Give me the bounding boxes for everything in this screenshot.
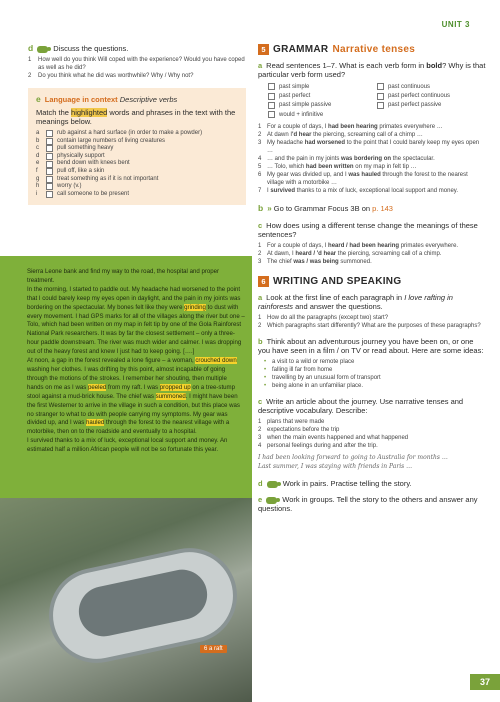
sentence-item: 1 For a couple of days, I heard / had been hearing primates everywhere.: [258, 243, 459, 250]
raft-photo: [0, 498, 252, 702]
answer-checkbox[interactable]: [46, 183, 53, 190]
list-item: 1 plans that were made: [258, 419, 325, 426]
describe-list: [258, 418, 486, 450]
box-title: e Language in context Descriptive verbs: [36, 94, 178, 104]
exercise-letter: d: [28, 43, 34, 53]
speech-bubble-icon: [37, 46, 48, 53]
tense-checkbox[interactable]: [268, 111, 275, 118]
highlighted-word: hauled: [85, 419, 105, 427]
speech-bubble-icon: [266, 497, 277, 504]
answer-checkbox[interactable]: [46, 153, 53, 160]
answer-checkbox[interactable]: [46, 161, 53, 168]
tense-option: past perfect: [268, 92, 377, 99]
list-item: 1 How well do you think Will coped with the experience? Would you have coped as well as he did?: [28, 57, 245, 71]
exercise-a: a Read sentences 1–7. What is each verb form in bold? Why is that particular verb form used?: [258, 61, 486, 79]
right-column: [258, 44, 486, 513]
left-column: [28, 44, 246, 205]
highlighted-word: peeled: [87, 383, 107, 391]
tense-checkbox[interactable]: [377, 102, 384, 109]
tense-option: past continuous: [377, 83, 486, 90]
exercise-d: d Work in pairs. Practise telling the story.: [258, 479, 412, 489]
story-paragraph: In the morning, I started to paddle out. My headache had worsened to the point that I could barely keep my eyes open in daylight, and the pain in my joints was bordering on the spectacular. My bones felt like they were grinding to dust with every movement. I had GPS marks for all of the villages along the river but one – Tolo, which had been written on my map in felt tip by one of the Gola Rainforest National Park researchers. It was by far the closest settlement – only a three-hour paddle downstream. The river was much wider and calmer. I was dropping out of the heavy forest and knew I just had to keep going. [….]: [27, 285, 245, 356]
speech-bubble-icon: [267, 481, 278, 488]
exercise-b: b » Go to Grammar Focus 3B on p. 143: [258, 203, 393, 214]
story-paragraph: Sierra Leone bank and find my way to the road, the hospital and proper treatment.: [27, 268, 220, 284]
box-instruction: Match the highlighted words and phrases in the text with the meanings below.: [36, 108, 236, 126]
answer-checkbox[interactable]: [46, 138, 53, 145]
answer-checkbox[interactable]: [46, 145, 53, 152]
list-item: • a visit to a wild or remote place: [264, 359, 355, 366]
highlighted-word: propped up: [159, 383, 191, 391]
tense-option: past perfect passive: [377, 102, 486, 109]
list-item: 3 when the main events happened and what happened: [258, 435, 409, 442]
section-number: 5: [258, 44, 269, 55]
grammar-focus-link[interactable]: p. 143: [372, 204, 393, 214]
exercise-d-heading: [28, 44, 246, 53]
answer-checkbox[interactable]: [46, 176, 53, 183]
vocab-item: a rub against a hard surface (in order to make a powder): [36, 130, 203, 136]
section-title: GRAMMAR Narrative tenses: [273, 44, 416, 55]
section-number: 6: [258, 276, 269, 287]
tense-option: past perfect continuous: [377, 92, 486, 99]
page-number: 37: [470, 674, 500, 690]
vocab-item: e bend down with knees bent: [36, 160, 130, 167]
tense-option: past simple passive: [268, 102, 377, 109]
exercise-a: a Look at the first line of each paragraph in I love rafting in rainforests and answer the questions.: [258, 293, 453, 312]
tense-checkbox[interactable]: [268, 83, 275, 90]
sentence-item: 3 My headache had worsened to the point that I could barely keep my eyes open …: [258, 140, 480, 155]
story-text: [27, 268, 245, 455]
section-title: WRITING AND SPEAKING: [273, 276, 402, 288]
list-item: • travelling by an unusual form of transport: [264, 375, 381, 382]
highlighted-word: grinding: [184, 303, 206, 311]
list-item: • being alone in an unfamiliar place.: [264, 383, 364, 390]
answer-checkbox[interactable]: [46, 130, 53, 137]
tense-checkbox[interactable]: [377, 93, 384, 100]
exercise-instruction: Discuss the questions.: [53, 44, 129, 53]
tense-checkbox[interactable]: [377, 83, 384, 90]
handwritten-example: I had been looking forward to going to Australia for months … Last summer, I was staying with friends in Paris …: [258, 454, 448, 471]
grammar-section-header: [258, 44, 486, 55]
tense-option: would + infinitive: [268, 111, 377, 118]
idea-list: [264, 358, 486, 390]
answer-checkbox[interactable]: [46, 191, 53, 198]
list-item: • falling ill far from home: [264, 367, 333, 374]
vocab-item: c pull something heavy: [36, 145, 114, 152]
story-paragraph: I survived thanks to a mix of luck, exceptional local support and money. An estimated half a million African people will not be so fortunate this year.: [27, 437, 228, 454]
exercise-c: c How does using a different tense change the meanings of these sentences?: [258, 221, 478, 240]
tense-checkbox[interactable]: [268, 93, 275, 100]
double-arrow-icon: »: [267, 204, 272, 214]
sentence-item: 2 At dawn I'd hear the piercing, screaming call of a chimp …: [258, 132, 423, 139]
discussion-questions: [28, 56, 246, 80]
vocab-item: h worry (v.): [36, 183, 82, 190]
sentence-item: 3 The chief was / was being summoned.: [258, 259, 372, 266]
exercise-b: b Think about an adventurous journey you have been on, or one you have seen in a film / on TV or read about. Here are some ideas:: [258, 337, 484, 356]
tense-change-sentences: [258, 242, 486, 266]
list-item: 2 Which paragraphs start differently? What are the purposes of these paragraphs?: [258, 323, 481, 330]
list-item: 2 expectations before the trip: [258, 427, 340, 434]
sentence-item: 7 I survived thanks to a mix of luck, exceptional local support and money.: [258, 188, 459, 195]
language-in-context-box: [28, 88, 246, 205]
sentence-item: 5 … Tolo, which had been written on my map in felt tip …: [258, 164, 417, 171]
vocab-list: [36, 130, 238, 198]
writing-section-header: [258, 276, 486, 287]
vocab-item: d physically support: [36, 152, 105, 159]
grammar-sentences: [258, 123, 486, 195]
exercise-e: e Work in groups. Tell the story to the others and answer any questions.: [258, 495, 478, 514]
vocab-item: b contain large numbers of living creatures: [36, 137, 166, 144]
tense-option: past simple: [268, 83, 377, 90]
list-item: 2 Do you think what he did was worthwhile? Why / Why not?: [28, 73, 194, 79]
sentence-item: 4 … and the pain in my joints was bordering on the spectacular.: [258, 156, 435, 163]
list-item: 1 How do all the paragraphs (except two) start?: [258, 315, 389, 322]
tense-options: [268, 83, 486, 118]
exercise-c: c Write an article about the journey. Use narrative tenses and descriptive vocabulary. Describe:: [258, 397, 464, 416]
photo-caption: 6 a raft: [200, 645, 227, 653]
sentence-item: 1 For a couple of days, I had been hearing primates everywhere …: [258, 124, 443, 131]
sentence-item: 6 My gear was divided up, and I was hauled through the forest to the nearest village with a motorbike …: [258, 172, 468, 187]
highlighted-word: summoned: [155, 392, 186, 400]
paragraph-questions: [258, 314, 486, 330]
list-item: 4 personal feelings during and after the trip.: [258, 443, 378, 450]
story-paragraph: At noon, a gap in the forest revealed a lone figure – a woman, crouched down washing her clothes. I was drifting by this point, almost incapable of going through the motions of the strokes. I remember her shouting, then multiple hands on me as I was peeled from my raft. I was propped up on a tree-stump stool against a mud-brick house. The chief was summoned. I might have been the first Westerner to arrive in the village in such a condition, but this place was no stranger to what to do with people carrying my symptoms. My gear was divided up, and I was hauled through the forest to the nearest village with a motorbike, then on to the roadside and eventually to a hospital.: [27, 357, 240, 436]
highlighted-word: crouched down: [195, 357, 237, 365]
sentence-item: 2 At dawn, I heard / 'd hear the piercing, screaming call of a chimp.: [258, 251, 442, 258]
tense-checkbox[interactable]: [268, 102, 275, 109]
vocab-item: g treat something as if it is not important: [36, 175, 159, 182]
unit-label: UNIT 3: [441, 20, 470, 29]
vocab-item: f pull off, like a skin: [36, 167, 105, 174]
answer-checkbox[interactable]: [46, 168, 53, 175]
vocab-item: i call someone to be present: [36, 190, 130, 197]
